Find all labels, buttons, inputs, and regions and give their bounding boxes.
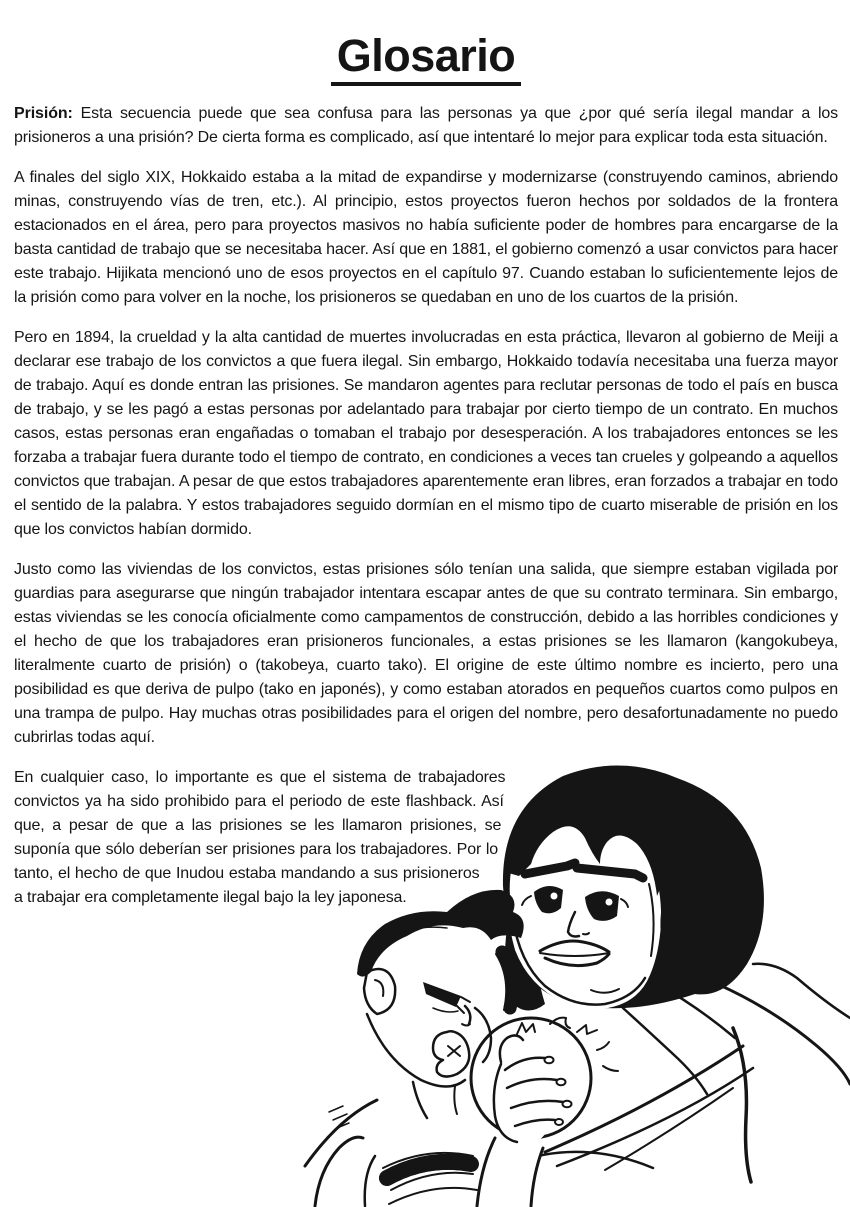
page-title bbox=[14, 0, 838, 102]
paragraph-takobeya: Justo como las viviendas de los convictos, estas prisiones sólo tenían una salida, que siempre estaban vigilada por guardias para asegurarse que ningún trabajador intentara escapar antes de que su contrato terminara. Sin embargo, estas viviendas se les conocía oficialmente como campamentos de construcción, debido a las horribles condiciones y el hecho de que los trabajadores eran prisioneros funcionales, a estas prisiones se les llamaron (kangokubeya, literalmente cuarto de prisión) o (takobeya, cuarto tako). El origine de este último nombre es incierto, pero una posibilidad es que deriva de pulpo (tako en japonés), y como estaban atorados en pequeños cuartos como pulpos en una trampa de pulpo. Hay muchas otras posibilidades para el origen del nombre, pero desafortunadamente no puedo cubrirlas todas aquí. bbox=[14, 561, 838, 747]
paragraph-1894-law: Pero en 1894, la crueldad y la alta cantidad de muertes involucradas en esta práctica, llevaron al gobierno de Meiji a declarar ese trabajo de los convictos a que fuera ilegal. Sin embargo, Hokkaido todavía necesitaba una fuerza mayor de trabajo. Aquí es donde entran las prisiones. Se mandaron agentes para reclutar personas de todo el país en busca de trabajo, y se les pagó a estas personas por adelantado para trabajar por cierto tiempo de un contrato. En muchos casos, estas personas eran engañadas o tomaban el trabajo por desesperación. A los trabajadores entonces se les forzaba a trabajar fuera durante todo el tiempo de contrato, en condiciones a veces tan crueles y golpeando a aquellos convictos que trabajan. A pesar de que estos trabajadores aparentemente eran libres, eran forzados a trabajar en todo el sentido de la palabra. Y estos trabajadores seguido dormían en el mismo tipo de cuarto miserable de prisión en los que los convictos habían dormido. bbox=[14, 329, 838, 539]
grabbing-hand bbox=[477, 1036, 572, 1207]
paragraph-prision-text: Esta secuencia puede que sea confusa para las personas ya que ¿por qué sería ilegal mandar a los prisioneros a una prisión? De cierta forma es complicado, así que intentaré lo mejor para explicar toda esta situación. bbox=[14, 105, 838, 147]
paragraph-conclusion: En cualquier caso, lo importante es que el sistema de trabajadores convictos ya ha sido prohibido para el periodo de este flashback. Así que, a pesar de que a las prisiones se les llamaron prisiones, se suponía que sólo deberían ser prisiones para los trabajadores. Por lo tanto, el hecho de que Inudou estaba mandando a sus prisioneros a trabajar era completamente ilegal bajo la ley japonesa. bbox=[14, 769, 506, 907]
term-label: Prisión: bbox=[14, 105, 73, 123]
paragraph-history: A finales del siglo XIX, Hokkaido estaba a la mitad de expandirse y modernizarse (construyendo caminos, abriendo minas, construyendo vías de tren, etc.). Al principio, estos proyectos fueron hechos por soldados de la frontera estacionados en el área, pero para proyectos masivos no había suficiente poder de hombres para encargarse de la basta cantidad de trabajo que se necesitaba hacer. Así que en 1881, el gobierno comenzó a usar convictos para hacer este trabajo. Hijikata mencionó uno de esos proyectos en el capítulo 97. Cuando estaban lo suficientemente lejos de la prisión como para volver en la noche, los prisioneros se quedaban en uno de los cuartos de la prisión. bbox=[14, 169, 838, 307]
paragraph-prision bbox=[14, 102, 838, 150]
page-title-text: Glosario bbox=[331, 32, 522, 86]
